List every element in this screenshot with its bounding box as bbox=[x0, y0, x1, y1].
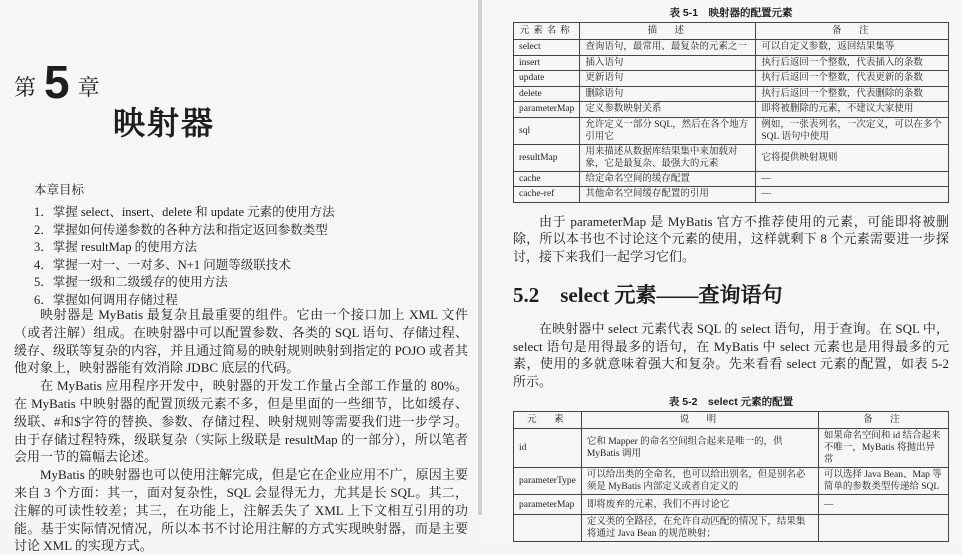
right-page bbox=[482, 0, 962, 542]
table-cell: 如果命名空间和 id 结合起来不唯一，MyBatis 将抛出异常 bbox=[818, 429, 948, 468]
table-cell: delete bbox=[514, 86, 580, 102]
table-select-config bbox=[513, 411, 949, 542]
table-row bbox=[514, 55, 949, 71]
chapter-suffix: 章 bbox=[77, 75, 100, 100]
table-cell: sql bbox=[514, 117, 580, 144]
goal-item: 3．掌握 resultMap 的使用方法 bbox=[34, 240, 198, 255]
table-cell: 允许定义一部分 SQL，然后在各个地方引用它 bbox=[580, 117, 756, 144]
table-row bbox=[514, 515, 949, 542]
table-header bbox=[514, 412, 949, 429]
table-cell: 用来描述从数据库结果集中来加载对象，它是最复杂、最强大的元素 bbox=[580, 144, 756, 171]
table-cell: 插入语句 bbox=[580, 55, 756, 71]
table-cell: insert bbox=[514, 55, 580, 71]
table-mapper-elements bbox=[513, 22, 949, 203]
table-cell: 可以给出类的全命名，也可以给出别名，但是别名必须是 MyBatis 内部定义或者自定义的 bbox=[581, 468, 818, 495]
paragraph: 映射器是 MyBatis 最复杂且最重要的组件。它由一个接口加上 XML 文件（或者注解）组成。在映射器中可以配置参数、各类的 SQL 语句、存储过程、缓存、级联等复杂的内容，并且通过简易的映射规则映射到指定的 POJO 或者其他对象上，映射器能有效消除 JDBC 底层的代码。 bbox=[14, 307, 468, 376]
section-heading: 5.2 select 元素——查询语句 bbox=[513, 282, 783, 307]
table-cell: 查询语句，最常用、最复杂的元素之一 bbox=[580, 40, 756, 56]
table-cell: 定义参数映射关系 bbox=[580, 102, 756, 118]
table2-caption: 表 5-2 select 元素的配置 bbox=[668, 396, 794, 409]
table-cell bbox=[514, 515, 582, 542]
table-cell: 即将废弃的元素，我们不再讨论它 bbox=[581, 495, 818, 515]
table-row bbox=[514, 102, 949, 118]
table-row bbox=[514, 71, 949, 87]
table-cell: 它将提供映射规则 bbox=[756, 144, 949, 171]
table-cell: update bbox=[514, 71, 580, 87]
header-cell: 备 注 bbox=[756, 23, 949, 40]
header-cell: 元素名称 bbox=[514, 23, 580, 40]
goal-item: 6．掌握如何调用存储过程 bbox=[34, 292, 178, 307]
table-row bbox=[514, 187, 949, 203]
chapter-title: 映射器 bbox=[113, 105, 216, 141]
chapter-goals bbox=[34, 180, 335, 310]
table-row bbox=[514, 86, 949, 102]
goal-item: 1．掌握 select、insert、delete 和 update 元素的使用方法 bbox=[34, 205, 335, 219]
header-cell: 备 注 bbox=[818, 412, 948, 429]
table-row bbox=[514, 171, 949, 187]
paragraph: 在 MyBatis 应用程序开发中，映射器的开发工作量占全部工作量的 80%。在 MyBatis 中映射器的配置顶级元素不多，但是里面的一些细节，比如缓存、级联、#和$字符的替换、参数、存储过程、映射规则等需要我们进一步学习。由于存储过程特殊，级联复杂（实际上级联是 resultMap 的一部分），所以笔者会用一节的篇幅去论述。 bbox=[14, 378, 468, 465]
table-row bbox=[514, 40, 949, 56]
table-cell: 其他命名空间缓存配置的引用 bbox=[580, 187, 756, 203]
goal-item: 5．掌握一级和二级缓存的使用方法 bbox=[34, 275, 228, 290]
table-cell: 它和 Mapper 的命名空间组合起来是唯一的，供 MyBatis 调用 bbox=[581, 429, 818, 468]
table-cell: 定义类的全路径，在允许自动匹配的情况下，结果集将通过 Java Bean 的规范映射； bbox=[581, 515, 818, 542]
table-row bbox=[514, 429, 949, 468]
table-cell: 执行后返回一个整数，代表更新的条数 bbox=[756, 71, 949, 87]
paragraph: MyBatis 的映射器也可以使用注解完成，但是它在企业应用不广，原因主要来自 3 个方面：其一，面对复杂性，SQL 会显得无力，尤其是长 SQL。其二，注解的可读性较差；其三，在功能上，注解丢失了 XML 上下文相互引用的功能。基于实际情况情况，所以本书不讨论用注解的方式实现映射器，而是主要讨论 XML 的实现方式。 bbox=[14, 467, 468, 554]
table-cell: parameterMap bbox=[514, 495, 582, 515]
table-cell: cache-ref bbox=[514, 187, 580, 203]
goals-heading: 本章目标 bbox=[34, 183, 85, 197]
table-cell: — bbox=[756, 171, 949, 187]
chapter-number bbox=[14, 56, 100, 108]
header-cell: 说 明 bbox=[581, 412, 818, 429]
paragraph: 在映射器中 select 元素代表 SQL 的 select 语句，用于查询。在 SQL 中，select 语句是用得最多的语句，在 MyBatis 中 select 元素也是用得最多的元素，使用的多就意味着强大和复杂。先来看看 select 元素的配置，如表 5-2 所示。 bbox=[513, 320, 949, 390]
body-text bbox=[14, 306, 468, 555]
table-cell: — bbox=[818, 495, 948, 515]
table-cell: 执行后返回一个整数，代表插入的条数 bbox=[756, 55, 949, 71]
table-row bbox=[514, 495, 949, 515]
table-cell: 删除语句 bbox=[580, 86, 756, 102]
table-cell: parameterType bbox=[514, 468, 582, 495]
goal-item: 4．掌握一对一、一对多、N+1 问题等级联技术 bbox=[34, 257, 291, 272]
table-cell: id bbox=[514, 429, 582, 468]
table-row bbox=[514, 468, 949, 495]
table-row bbox=[514, 144, 949, 171]
table-cell: 可以自定义参数，返回结果集等 bbox=[756, 40, 949, 56]
table-cell: 即将被删除的元素，不建议大家使用 bbox=[756, 102, 949, 118]
paragraph: 由于 parameterMap 是 MyBatis 官方不推荐使用的元素，可能即将被删除，所以本书也不讨论这个元素的使用，这样就剩下 8 个元素需要进一步探讨，接下来我们一起学习它们。 bbox=[513, 213, 949, 265]
table-cell: resultMap bbox=[514, 144, 580, 171]
table-cell: 执行后返回一个整数，代表删除的条数 bbox=[756, 86, 949, 102]
table1-caption: 表 5-1 映射器的配置元素 bbox=[669, 7, 793, 19]
table-cell bbox=[818, 515, 948, 542]
table-cell: 可以选择 Java Bean、Map 等简单的参数类型传递给 SQL bbox=[818, 468, 948, 495]
table-cell: select bbox=[514, 40, 580, 56]
table-header bbox=[514, 23, 949, 40]
goal-item: 2．掌握如何传递参数的各种方法和指定返回参数类型 bbox=[34, 222, 328, 237]
table-row bbox=[514, 117, 949, 144]
table-cell: 更新语句 bbox=[580, 71, 756, 87]
table-cell: parameterMap bbox=[514, 102, 580, 118]
header-cell: 元 素 bbox=[514, 412, 582, 429]
table-cell: 例如，一张表列名，一次定义，可以在多个 SQL 语句中使用 bbox=[756, 117, 949, 144]
left-page bbox=[0, 0, 478, 554]
table-cell: cache bbox=[514, 171, 580, 187]
table-cell: 给定命名空间的缓存配置 bbox=[580, 171, 756, 187]
table-cell: — bbox=[756, 187, 949, 203]
chapter-prefix: 第 bbox=[14, 75, 37, 100]
header-cell: 描 述 bbox=[580, 23, 756, 40]
chapter-num: 5 bbox=[44, 56, 70, 108]
